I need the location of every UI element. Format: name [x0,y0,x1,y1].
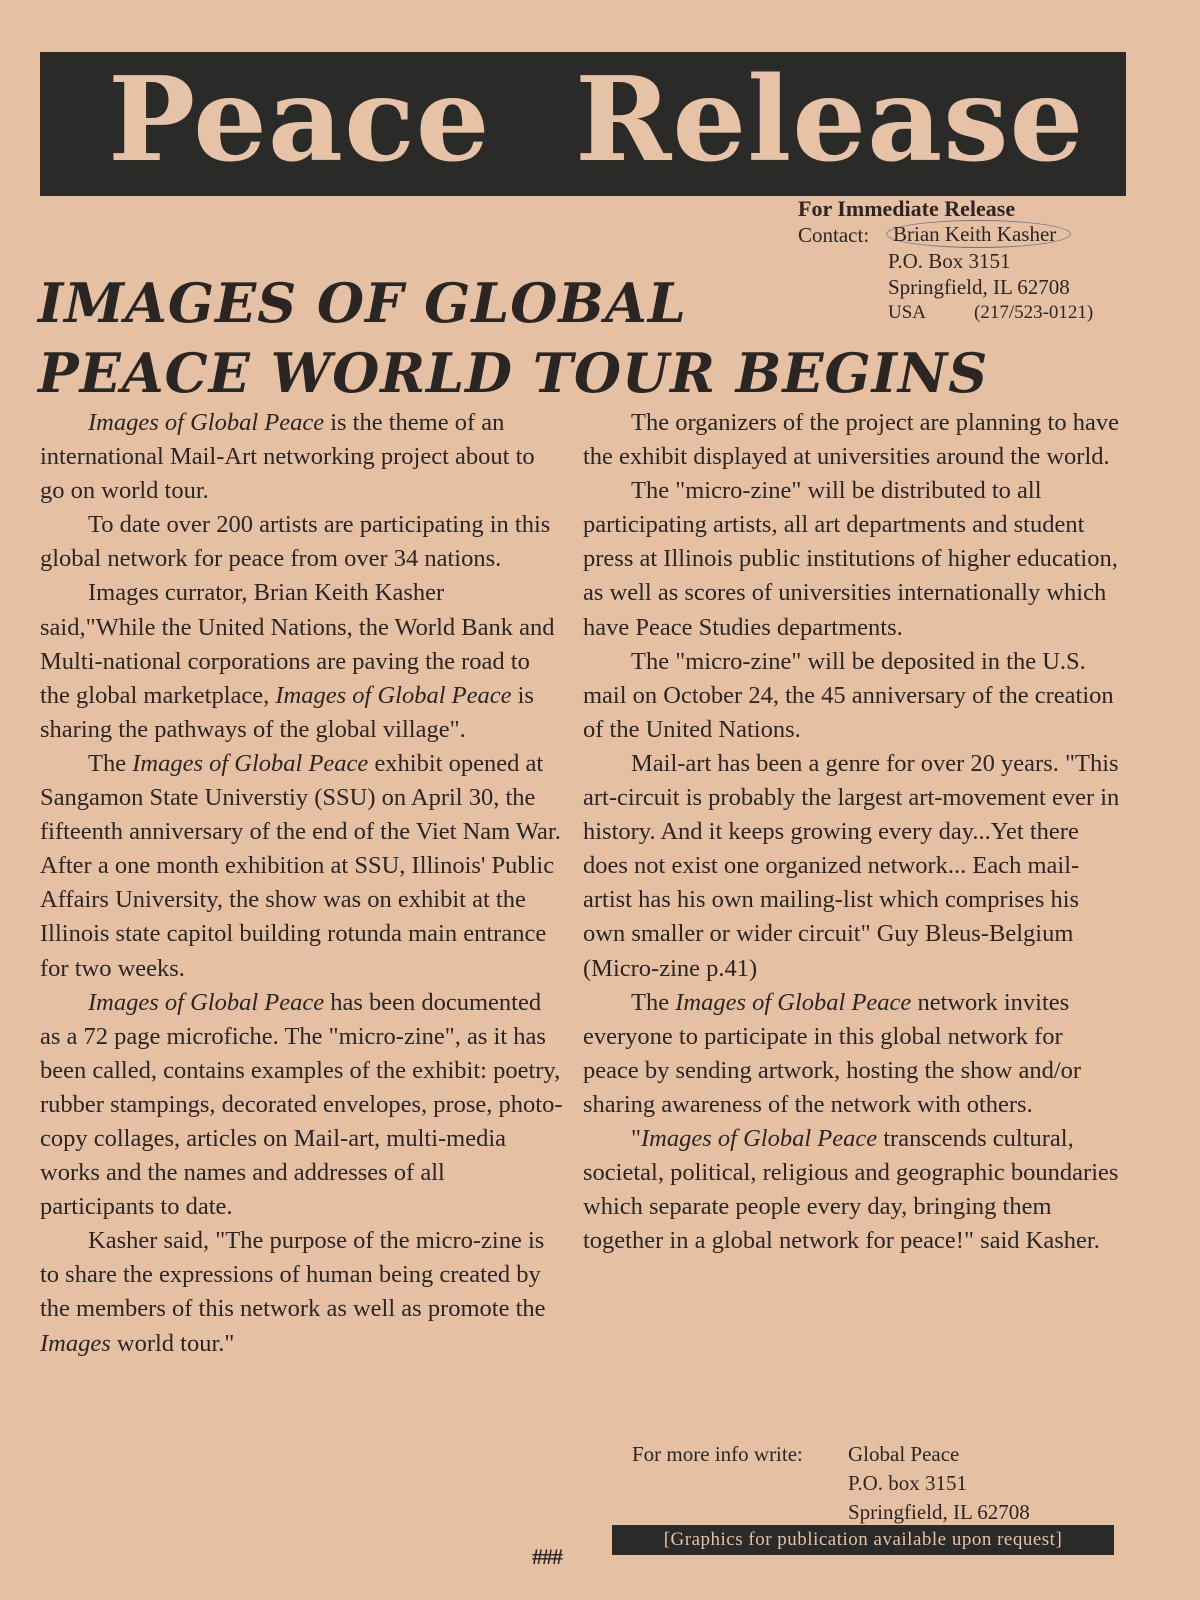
paragraph: The Images of Global Peace network invites everyone to participate in this global network for peace by sending artwork, hosting the show and/or sharing awareness of the network with others. [583,988,1082,1118]
contact-phone: (217/523-0121) [974,302,1094,323]
emphasis-title: Images of Global Peace [132,749,369,777]
headline [38,268,1098,408]
more-info-org: Global Peace [848,1442,960,1466]
paragraph: Images currator, Brian Keith Kasher said,"While the United Nations, the World Bank and Multi-national corporations are paving the road to the global marketplace, Images of Global Peace is sharing the pathways of the global village". [40,579,555,743]
more-info-row [632,1469,1112,1498]
more-info-label: For more info write: [632,1442,803,1466]
emphasis-title: Images [40,1329,111,1357]
more-info-city: Springfield, IL 62708 [848,1500,1030,1524]
emphasis-title: Images of Global Peace [88,409,325,436]
paragraph: Kasher said, "The purpose of the micro-zine is to share the expressions of human being created by the members of this network as well as promote the Images world tour." [40,1227,546,1357]
paragraph: To date over 200 artists are participating in this global network for peace from over 34 nations. [40,511,551,573]
headline-line-1: IMAGES OF GLOBAL [38,271,687,335]
right-column [583,406,1123,1258]
emphasis-title: Images of Global Peace [641,1124,878,1152]
end-mark: ### [532,1544,562,1569]
contact-name: Brian Keith Kasher [886,220,1071,248]
paragraph: The Images of Global Peace exhibit opened at Sangamon State Universtiy (SSU) on April 30, the fifteenth anniversary of the end of the Viet Nam War. After a one month exhibition at SSU, Illinois' Public Affairs University, the show was on exhibit at the Illinois state capitol building rotunda main entrance for two weeks. [40,749,561,982]
contact-label: Contact: [798,223,870,247]
paragraph: Images of Global Peace has been documented as a 72 page microfiche. The "micro-zine", as it has been called, contains examples of the exhibit: poetry, rubber stampings, decorated envelopes, prose, photo-copy collages, articles on Mail-art, multi-media works and the names and addresses of all participants to date. [40,988,563,1221]
emphasis-title: Images of Global Peace [675,988,912,1016]
paragraph: "Images of Global Peace transcends cultural, societal, political, religious and geographic boundaries which separate people every day, bringing them together in a global network for peace!" said Kasher. [583,1124,1119,1255]
paragraph: The organizers of the project are planning to have the exhibit displayed at universities around the world. [583,409,1119,471]
address-line-pobox: P.O. Box 3151 [888,249,1011,273]
paragraph: Images of Global Peace is the theme of an international Mail-Art networking project about to go on world tour. [40,409,535,505]
left-column [40,406,565,1361]
emphasis-title: Images of Global Peace [275,681,512,709]
paragraph: The "micro-zine" will be deposited in the U.S. mail on October 24, the 45 anniversary of the creation of the United Nations. [583,647,1114,743]
paragraph: The "micro-zine" will be distributed to all participating artists, all art departments and student press at Illinois public institutions of higher education, as well as scores of universities internationally which have Peace Studies departments. [583,477,1118,641]
masthead-word-peace: Peace [108,52,491,188]
immediate-release-label: For Immediate Release [798,196,1016,221]
paragraph: Mail-art has been a genre for over 20 years. "This art-circuit is probably the largest art-movement ever in history. And it keeps growing every day...Yet there does not exist one organized network... Each mail-artist has his own mailing-list which comprises his own smaller or wider circuit" Guy Bleus-Belgium (Micro-zine p.41) [583,749,1120,982]
emphasis-title: Images of Global Peace [88,988,325,1016]
more-info-row [632,1498,1112,1527]
more-info-pobox: P.O. box 3151 [848,1471,968,1495]
more-info-block [632,1440,1112,1527]
contact-row [798,222,1118,248]
masthead-word-release: Release [575,52,1085,188]
headline-line-2: PEACE WORLD TOUR BEGINS [38,341,989,405]
address-country: USA [888,302,927,323]
graphics-availability-note: [Graphics for publication available upon request] [612,1525,1114,1555]
masthead-banner [40,52,1126,196]
more-info-row [632,1440,1112,1469]
address-line-city: Springfield, IL 62708 [888,275,1070,299]
